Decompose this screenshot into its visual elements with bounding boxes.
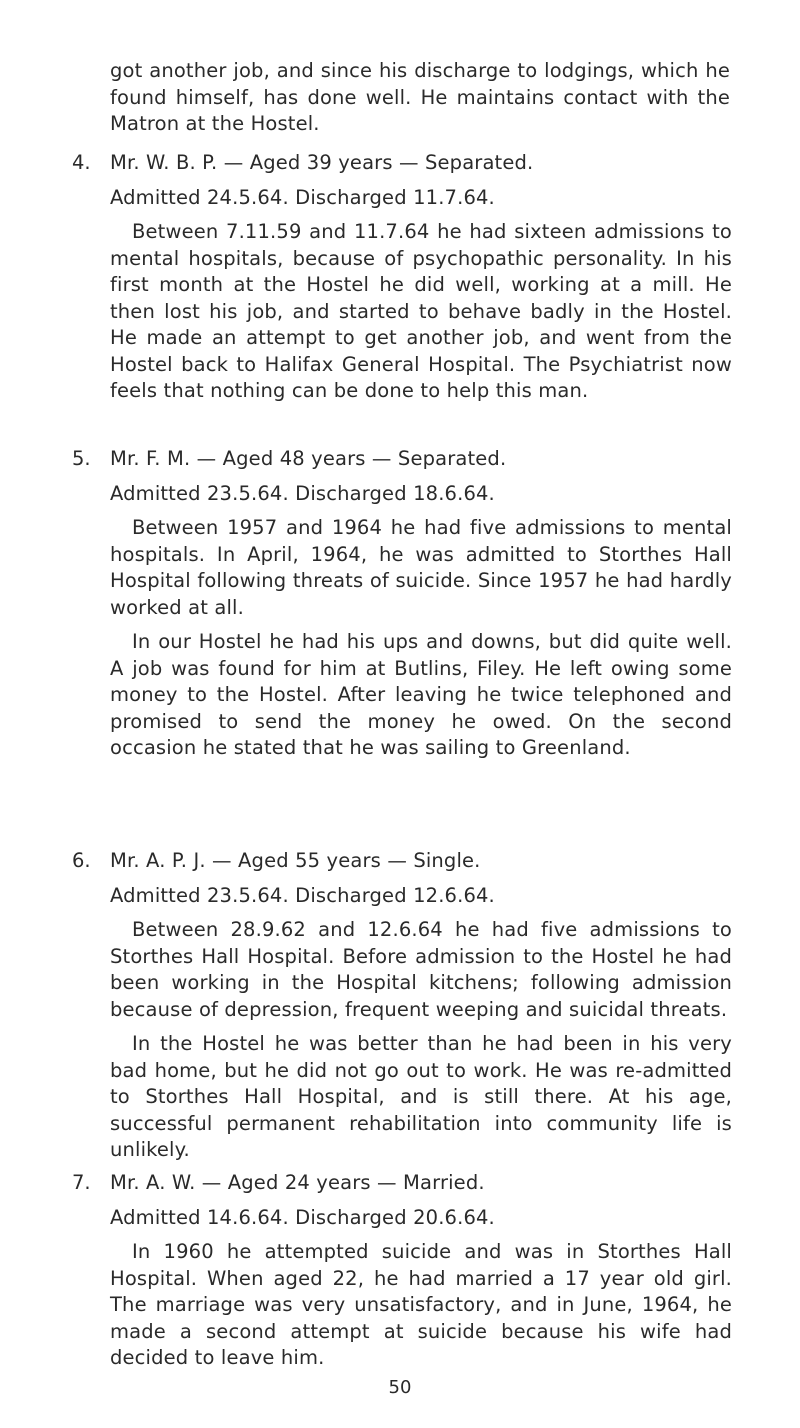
entry-heading: Mr. A. P. J. — Aged 55 years — Single. xyxy=(110,849,481,872)
entry-admission: Admitted 23.5.64. Discharged 12.6.64. xyxy=(110,883,495,907)
entry-heading: Mr. A. W. — Aged 24 years — Married. xyxy=(110,1171,485,1194)
case-entry-5 xyxy=(72,446,732,762)
entry-number: 5. xyxy=(72,447,91,470)
entry-number: 6. xyxy=(72,849,91,872)
entry-paragraph: Between 28.9.62 and 12.6.64 he had five admissions to Storthes Hall Hospital. Before admission to the Hostel he had been working in the Hospital kitchens; following admission because of depression, frequent weeping and suicidal threats. xyxy=(110,918,732,1021)
entry-paragraph: Between 1957 and 1964 he had five admissions to mental hospitals. In April, 1964, he was admitted to Storthes Hall Hospital following threats of suicide. Since 1957 he had hardly worked at all. xyxy=(110,516,732,619)
entry-paragraph: In the Hostel he was better than he had been in his very bad home, but he did not go out to work. He was re-admitted to Storthes Hall Hospital, and is still there. At his age, successful permanent rehabilitation into community life is unlikely. xyxy=(110,1032,732,1161)
case-entry-4 xyxy=(72,150,732,405)
entry-number: 7. xyxy=(72,1171,91,1194)
continuation-paragraph: got another job, and since his discharge to lodgings, which he found himself, has done well. He maintains contact with the Matron at the Hostel. xyxy=(110,59,730,135)
entry-heading: Mr. F. M. — Aged 48 years — Separated. xyxy=(110,447,507,470)
entry-paragraph: Between 7.11.59 and 11.7.64 he had sixteen admissions to mental hospitals, because of psychopathic personality. In his first month at the Hostel he did well, working at a mill. He then lost his job, and started to behave badly in the Hostel. He made an attempt to get another job, and went from the Hostel back to Halifax General Hospital. The Psychiatrist now feels that nothing can be done to help this man. xyxy=(110,220,732,402)
entry-admission: Admitted 24.5.64. Discharged 11.7.64. xyxy=(110,185,495,209)
page-number: 50 xyxy=(388,1377,412,1398)
entry-heading: Mr. W. B. P. — Aged 39 years — Separated. xyxy=(110,151,534,174)
entry-number: 4. xyxy=(72,151,91,174)
entry-admission: Admitted 14.6.64. Discharged 20.6.64. xyxy=(110,1205,495,1229)
case-entry-6 xyxy=(72,848,732,1164)
case-entry-7 xyxy=(72,1170,732,1372)
entry-admission: Admitted 23.5.64. Discharged 18.6.64. xyxy=(110,481,495,505)
entry-paragraph: In our Hostel he had his ups and downs, but did quite well. A job was found for him at Butlins, Filey. He left owing some money to the Hostel. After leaving he twice telephoned and promised to send the money he owed. On the second occasion he stated that he was sailing to Greenland. xyxy=(110,630,732,759)
entry-paragraph: In 1960 he attempted suicide and was in Storthes Hall Hospital. When aged 22, he had married a 17 year old girl. The marriage was very unsatisfactory, and in June, 1964, he made a second attempt at suicide because his wife had decided to leave him. xyxy=(110,1240,732,1369)
